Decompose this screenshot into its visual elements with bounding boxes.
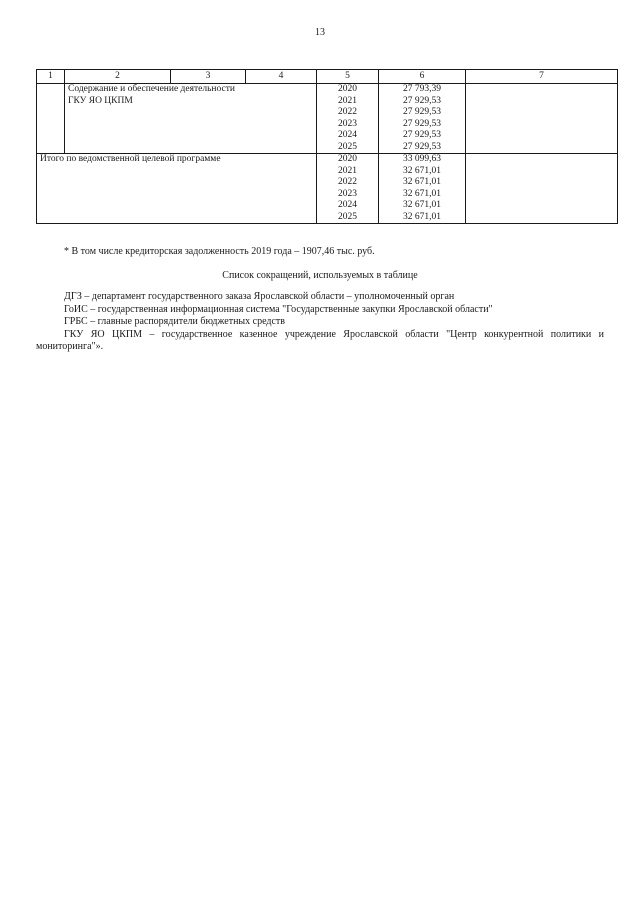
- abbreviations-list: [36, 291, 604, 354]
- amount-value: 32 671,01: [403, 188, 441, 199]
- year-value: 2023: [338, 118, 357, 129]
- row-label-line: ГКУ ЯО ЦКПМ: [68, 95, 133, 106]
- abbreviation-item: ГоИС – государственная информационная система "Государственные закупки Ярославской области": [64, 303, 493, 315]
- year-value: 2022: [338, 107, 357, 117]
- year-value: 2024: [338, 200, 357, 210]
- column-header: 6: [379, 70, 466, 84]
- table-row: [37, 84, 618, 154]
- amount-value: 27 929,53: [403, 107, 441, 117]
- amount-value: 32 671,01: [403, 165, 441, 176]
- amount-cell: [379, 84, 466, 154]
- abbreviation-item: ДГЗ – департамент государственного заказа Ярославской области – уполномоченный орган: [64, 291, 455, 302]
- column-7-cell: [466, 154, 618, 224]
- amount-value: 27 929,53: [403, 141, 441, 152]
- year-value: 2024: [338, 130, 357, 140]
- amount-value: 32 671,01: [403, 200, 441, 210]
- year-cell: [317, 154, 379, 224]
- row-label: [37, 154, 317, 224]
- row-number-cell: [37, 84, 65, 154]
- column-header: 3: [171, 70, 246, 84]
- year-value: 2021: [338, 165, 357, 176]
- column-7-cell: [466, 84, 618, 154]
- page-number: 13: [315, 27, 325, 38]
- abbreviation-item: ГКУ ЯО ЦКПМ – государственное казенное учреждение Ярославской области "Центр конкурентной политики и мониторинга"».: [36, 328, 604, 352]
- year-value: 2021: [338, 95, 357, 106]
- table-row: [37, 154, 618, 224]
- amount-value: 27 929,53: [403, 95, 441, 106]
- amount-value: 33 099,63: [403, 154, 441, 164]
- table-footnote: * В том числе кредиторская задолженность 2019 года – 1907,46 тыс. руб.: [64, 246, 375, 257]
- column-header: 1: [37, 70, 65, 84]
- row-label-line: Итого по ведомственной целевой программе: [40, 154, 221, 164]
- amount-value: 27 793,39: [403, 84, 441, 94]
- year-value: 2020: [338, 154, 357, 164]
- program-table: [36, 69, 618, 224]
- amount-value: 27 929,53: [403, 130, 441, 140]
- amount-value: 32 671,01: [403, 211, 441, 222]
- amount-value: 32 671,01: [403, 177, 441, 187]
- year-value: 2022: [338, 177, 357, 187]
- table-header-row: [37, 70, 618, 84]
- year-value: 2023: [338, 188, 357, 199]
- abbreviations-title: Список сокращений, используемых в таблице: [222, 270, 418, 281]
- year-value: 2020: [338, 84, 357, 94]
- amount-cell: [379, 154, 466, 224]
- amount-value: 27 929,53: [403, 118, 441, 129]
- year-value: 2025: [338, 141, 357, 152]
- row-label-line: Содержание и обеспечение деятельности: [68, 84, 235, 94]
- year-cell: [317, 84, 379, 154]
- abbreviation-item: ГРБС – главные распорядители бюджетных средств: [64, 316, 286, 327]
- column-header: 5: [317, 70, 379, 84]
- column-header: 7: [466, 70, 618, 84]
- year-value: 2025: [338, 211, 357, 222]
- column-header: 2: [65, 70, 171, 84]
- column-header: 4: [246, 70, 317, 84]
- row-label: [65, 84, 317, 154]
